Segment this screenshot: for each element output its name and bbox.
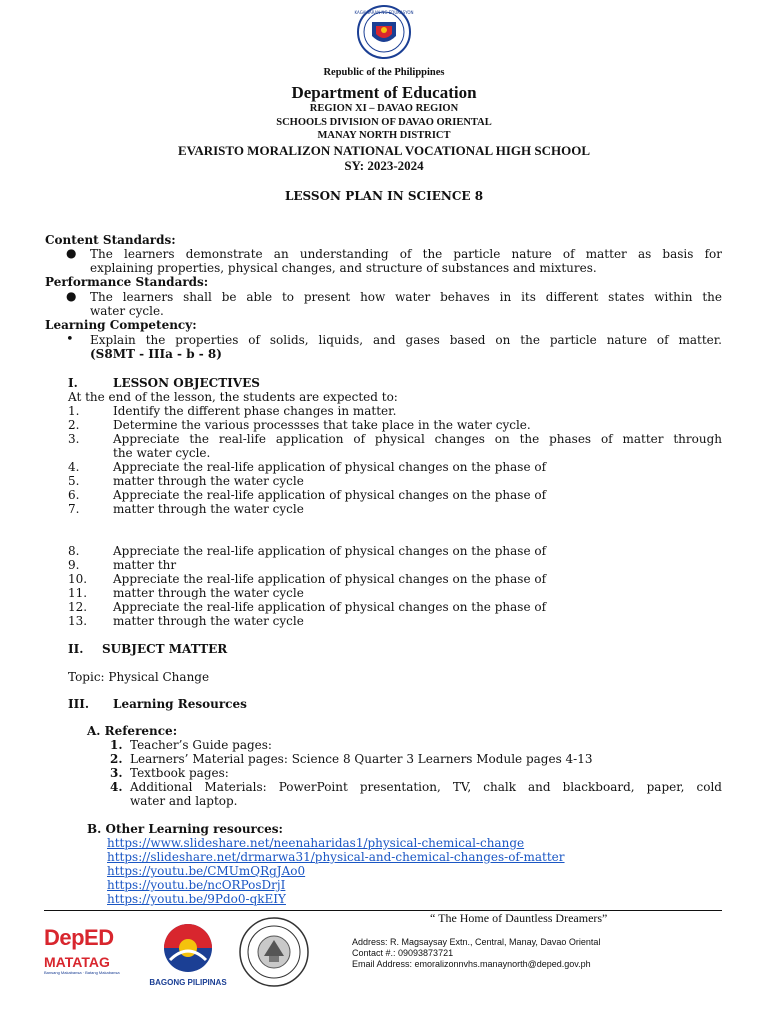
department-name: Department of Education (291, 83, 477, 102)
bullet-icon: ● (66, 289, 77, 303)
deped-matatag-logo (44, 926, 136, 982)
reference-heading: A. Reference: (87, 724, 178, 738)
other-resources-heading: B. Other Learning resources: (87, 822, 283, 836)
school-email: Email Address: emoralizonnvhs.manaynorth@deped.gov.ph (352, 959, 591, 969)
list-item: Appreciate the real-life application of physical changes on the phase of (113, 488, 547, 502)
section-numeral: II. (68, 642, 84, 656)
resource-link[interactable]: https://www.slideshare.net/neenaharidas1/physical-chemical-change (107, 836, 525, 850)
resource-link[interactable]: https://youtu.be/CMUmQRgJAo0 (107, 864, 306, 878)
region-name: REGION XI – DAVAO REGION (309, 103, 459, 114)
list-number: 12. (68, 600, 88, 614)
matatag-subtext: Bansang Makabansa · Batang Makabansa (44, 970, 120, 975)
topic-text: Topic: Physical Change (68, 670, 210, 684)
list-item: matter through the water cycle (113, 586, 304, 600)
list-number: 10. (68, 572, 88, 586)
list-number: 2. (68, 418, 80, 432)
section-numeral: III. (68, 697, 90, 711)
list-item: Appreciate the real-life application of physical changes on the phase of (113, 572, 547, 586)
list-item: matter through the water cycle (113, 474, 304, 488)
subject-matter-heading: SUBJECT MATTER (102, 642, 228, 656)
list-item: Determine the various processses that take place in the water cycle. (113, 418, 531, 432)
section-numeral: I. (68, 376, 78, 390)
list-number: 13. (68, 614, 88, 628)
list-item: Textbook pages: (130, 766, 229, 780)
resource-link[interactable]: https://youtu.be/ncORPosDrjI (107, 878, 286, 892)
bagong-pilipinas-emblem (146, 922, 230, 974)
bagong-pilipinas-text: BAGONG PILIPINAS (149, 978, 227, 987)
performance-standards-line1: The learners shall be able to present how water behaves in its different states within the (90, 290, 722, 304)
school-seal-logo (238, 916, 310, 988)
list-item: Learners’ Material pages: Science 8 Quarter 3 Learners Module pages 4-13 (130, 752, 593, 766)
list-number: 1. (110, 738, 123, 752)
list-item: Appreciate the real-life application of physical changes on the phase of (113, 460, 547, 474)
list-item: Appreciate the real-life application of physical changes on the phase of (113, 544, 547, 558)
list-item: matter through the water cycle (113, 614, 304, 628)
resource-link[interactable]: https://youtu.be/9Pdo0-qkEIY (107, 892, 286, 906)
list-number: 2. (110, 752, 123, 766)
content-standards-line1: The learners demonstrate an understanding of the particle nature of matter as basis for (90, 247, 722, 261)
division-name: SCHOOLS DIVISION OF DAVAO ORIENTAL (276, 117, 492, 128)
school-motto: “ The Home of Dauntless Dreamers” (430, 911, 608, 925)
footer-divider (44, 910, 722, 911)
content-standards-line2: explaining properties, physical changes, and structure of substances and mixtures. (90, 261, 597, 275)
lesson-plan-title: LESSON PLAN IN SCIENCE 8 (284, 189, 484, 203)
list-number: 8. (68, 544, 80, 558)
content-standards-heading: Content Standards: (45, 233, 176, 247)
list-item: Identify the different phase changes in matter. (113, 404, 397, 418)
list-number: 9. (68, 558, 80, 572)
district-name: MANAY NORTH DISTRICT (317, 130, 451, 141)
lesson-objectives-heading: LESSON OBJECTIVES (113, 376, 260, 390)
svg-text:KAGAWARAN NG EDUKASYON: KAGAWARAN NG EDUKASYON (354, 10, 414, 15)
bagong-pilipinas-logo (146, 922, 230, 987)
resource-link[interactable]: https://slideshare.net/drmarwa31/physical-and-chemical-changes-of-matter (107, 850, 565, 864)
deped-logo-text: DepED (44, 925, 114, 950)
list-number: 3. (68, 432, 80, 446)
learning-competency-heading: Learning Competency: (45, 318, 197, 332)
list-number: 6. (68, 488, 80, 502)
list-item: matter through the water cycle (113, 502, 304, 516)
performance-standards-heading: Performance Standards: (45, 275, 209, 289)
list-item-continued: water and laptop. (130, 794, 238, 808)
bullet-icon: ● (66, 246, 77, 260)
objectives-intro: At the end of the lesson, the students are expected to: (68, 390, 398, 404)
school-contact: Contact #.: 09093873721 (352, 948, 454, 958)
list-item-continued: the water cycle. (113, 446, 211, 460)
bullet-icon: • (66, 332, 74, 347)
performance-standards-line2: water cycle. (90, 304, 164, 318)
list-number: 5. (68, 474, 80, 488)
list-item: Additional Materials: PowerPoint presentation, TV, chalk and blackboard, paper, cold (130, 780, 722, 794)
competency-code: (S8MT - IIIa - b - 8) (90, 347, 222, 361)
deped-seal-logo (353, 4, 415, 60)
learning-resources-heading: Learning Resources (113, 697, 247, 711)
list-number: 3. (110, 766, 123, 780)
learning-competency-line1: Explain the properties of solids, liquids, and gases based on the particle nature of matter. (90, 333, 722, 347)
list-number: 4. (68, 460, 80, 474)
list-number: 7. (68, 502, 80, 516)
list-number: 11. (68, 586, 88, 600)
list-item: matter thr (113, 558, 177, 572)
school-address: Address: R. Magsaysay Extn., Central, Manay, Davao Oriental (352, 937, 601, 947)
school-year: SY: 2023-2024 (344, 158, 424, 173)
list-item: Appreciate the real-life application of physical changes on the phases of matter through (113, 432, 722, 446)
list-item: Teacher’s Guide pages: (130, 738, 272, 752)
list-item: Appreciate the real-life application of physical changes on the phase of (113, 600, 547, 614)
country-name: Republic of the Philippines (323, 67, 445, 78)
matatag-text: MATATAG (44, 954, 110, 970)
list-number: 1. (68, 404, 80, 418)
list-number: 4. (110, 780, 123, 794)
school-name: EVARISTO MORALIZON NATIONAL VOCATIONAL HIGH SCHOOL (177, 143, 591, 158)
